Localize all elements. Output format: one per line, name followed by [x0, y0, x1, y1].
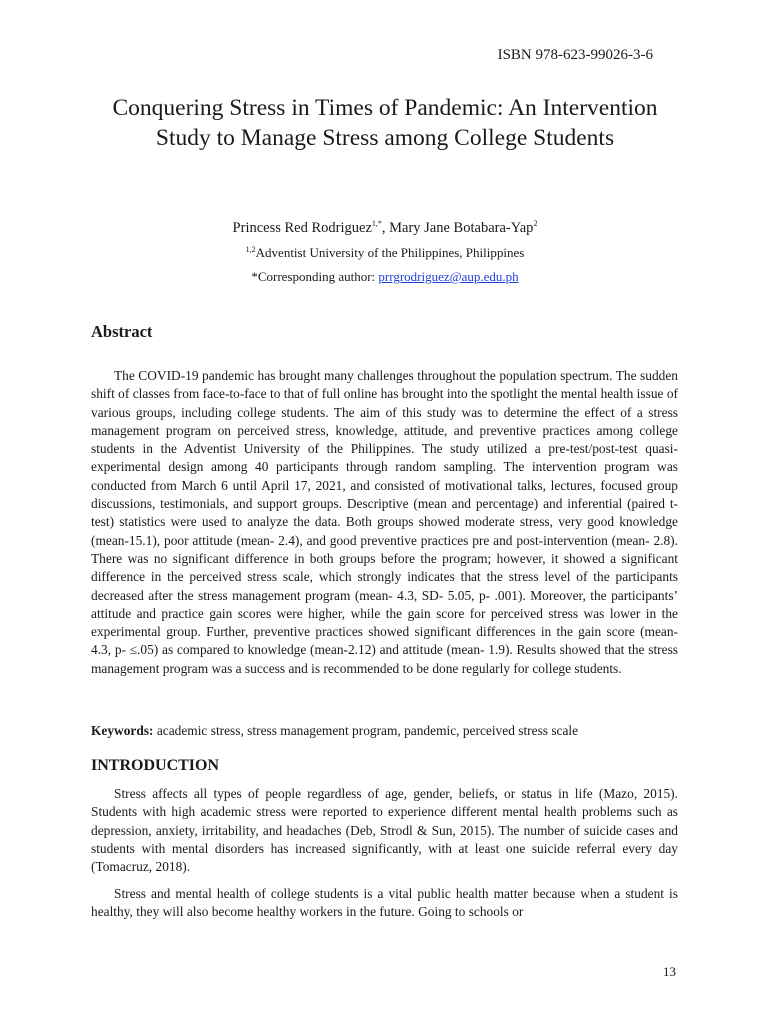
author-name: Mary Jane Botabara-Yap: [389, 220, 534, 236]
author-list: [91, 216, 679, 240]
abstract-body: The COVID-19 pandemic has brought many challenges throughout the population spectrum. The sudden shift of classes from face-to-face to that of full online has brought into the spotlight the mental health issue of various groups, including college students. The aim of this study was to determine the effect of a stress management program on perceived stress, knowledge, attitude, and preventive practices among college students in the Adventist University of the Philippines. The study utilized a pre-test/post-test quasi-experimental design among 40 participants through random sampling. The intervention program was conducted from March 6 until April 17, 2021, and consisted of motivational talks, lectures, focused group discussions, testimonials, and support groups. Descriptive (mean and percentage) and inferential (paired t-test) statistics were used to analyze the data. Both groups showed moderate stress, very good knowledge (mean-15.1), poor attitude (mean- 2.4), and good preventive practices pre and post-intervention (mean- 2.8). There was no significant difference in both groups before the program; however, it showed a significant difference in the perceived stress scale, which strongly indicates that the stress level of the participants decreased after the stress management program (mean- 4.3, SD- 5.05, p- .001). Moreover, the participants’ attitude and practice gain scores were higher, while the gain score for perceived stress was lower in the experimental group. Further, preventive practices showed significant differences in the gain score (mean- 4.3, p- ≤.05) as compared to knowledge (mean-2.12) and attitude (mean- 1.9). Results showed that the stress management program was a success and is recommended to be done regularly for college students.: [91, 368, 678, 676]
keywords: [91, 722, 678, 740]
author-affiliation-mark: 2: [533, 219, 538, 228]
keywords-text: academic stress, stress management program, pandemic, perceived stress scale: [153, 723, 579, 738]
author-affiliation-mark: 1,*: [371, 219, 382, 228]
paper-title: Conquering Stress in Times of Pandemic: An Intervention Study to Manage Stress among College Students: [112, 95, 658, 151]
introduction-paragraph: Stress affects all types of people regardless of age, gender, beliefs, or status in life (Mazo, 2015). Students with high academic stress were reported to experience different mental health problems such as depression, anxiety, irritability, and headaches (Deb, Strodl & Sun, 2015). The number of suicide cases and students with mental disorders has increased significantly, with at least one suicide referral every day (Tomacruz, 2018).: [91, 786, 678, 875]
isbn-header: ISBN 978-623-99026-3-6: [497, 47, 653, 63]
affiliation-text: Adventist University of the Philippines, Philippines: [255, 245, 525, 260]
author-name: Princess Red Rodriguez: [232, 220, 372, 236]
introduction-paragraph: Stress and mental health of college students is a vital public health matter because when a student is healthy, they will also become healthy workers in the future. Going to schools or: [91, 886, 678, 920]
corresponding-author: [91, 266, 679, 288]
email-link[interactable]: prrgrodriguez@aup.edu.ph: [378, 269, 519, 284]
abstract-heading: Abstract: [91, 322, 153, 341]
author-separator: ,: [381, 220, 390, 236]
page-number: 13: [663, 964, 676, 979]
affiliation-mark: 1,2: [245, 245, 256, 254]
keywords-label: Keywords:: [91, 723, 154, 738]
affiliation: [91, 242, 679, 264]
introduction-heading: INTRODUCTION: [91, 757, 220, 774]
corresponding-label: *Corresponding author:: [251, 269, 379, 284]
